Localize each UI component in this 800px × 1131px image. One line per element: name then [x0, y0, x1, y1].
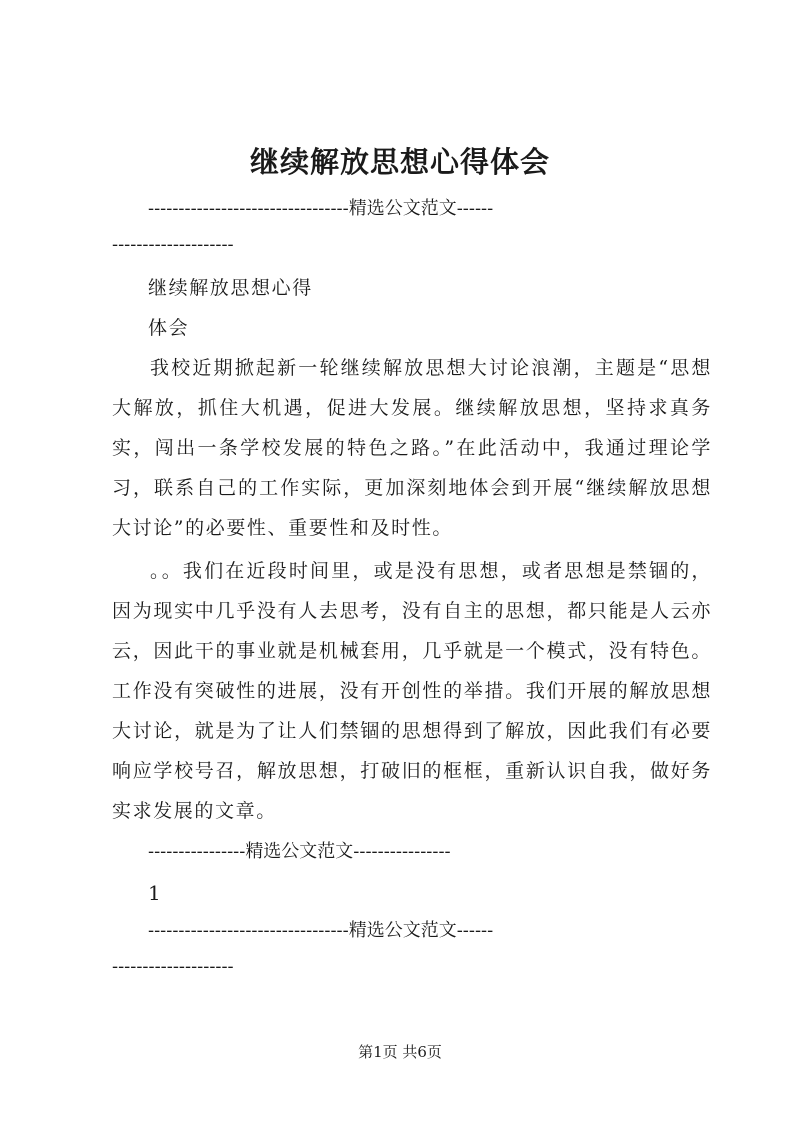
bottom-rule-line-1: ---------------------------------精选公文范文------ — [148, 920, 494, 941]
bottom-rule-line-2: -------------------- — [112, 956, 234, 977]
page-marker: 1 — [148, 881, 161, 905]
body-paragraph-1: 我校近期掀起新一轮继续解放思想大讨论浪潮，主题是“思想大解放，抓住大机遇，促进大发展。继续解放思想，坚持求真务实，闯出一条学校发展的特色之路。”在此活动中，我通过理论学习，联系自己的工作实际，更加深刻地体会到开展“继续解放思想大讨论”的必要性、重要性和及时性。 — [112, 357, 712, 539]
top-rule-line-2: -------------------- — [112, 234, 234, 255]
section-heading-line-2: 体会 — [148, 317, 190, 339]
middle-rule: ----------------精选公文范文---------------- — [148, 841, 451, 862]
document-title: 继续解放思想心得体会 — [249, 145, 550, 179]
body-paragraph-2: 。。我们在近段时间里，或是没有思想，或者思想是禁锢的，因为现实中几乎没有人去思考，没有自主的思想，都只能是人云亦云，因此干的事业就是机械套用，几乎就是一个模式，没有特色。工作没有突破性的进展，没有开创性的举措。我们开展的解放思想大讨论，就是为了让人们禁锢的思想得到了解放，因此我们有必要响应学校号召，解放思想，打破旧的框框，重新认识自我，做好务实求发展的文章。 — [112, 560, 712, 822]
page-footer: 第1页 共6页 — [358, 1043, 442, 1061]
top-rule-line-1: ---------------------------------精选公文范文------ — [148, 198, 494, 219]
section-heading-line-1: 继续解放思想心得 — [148, 277, 313, 299]
